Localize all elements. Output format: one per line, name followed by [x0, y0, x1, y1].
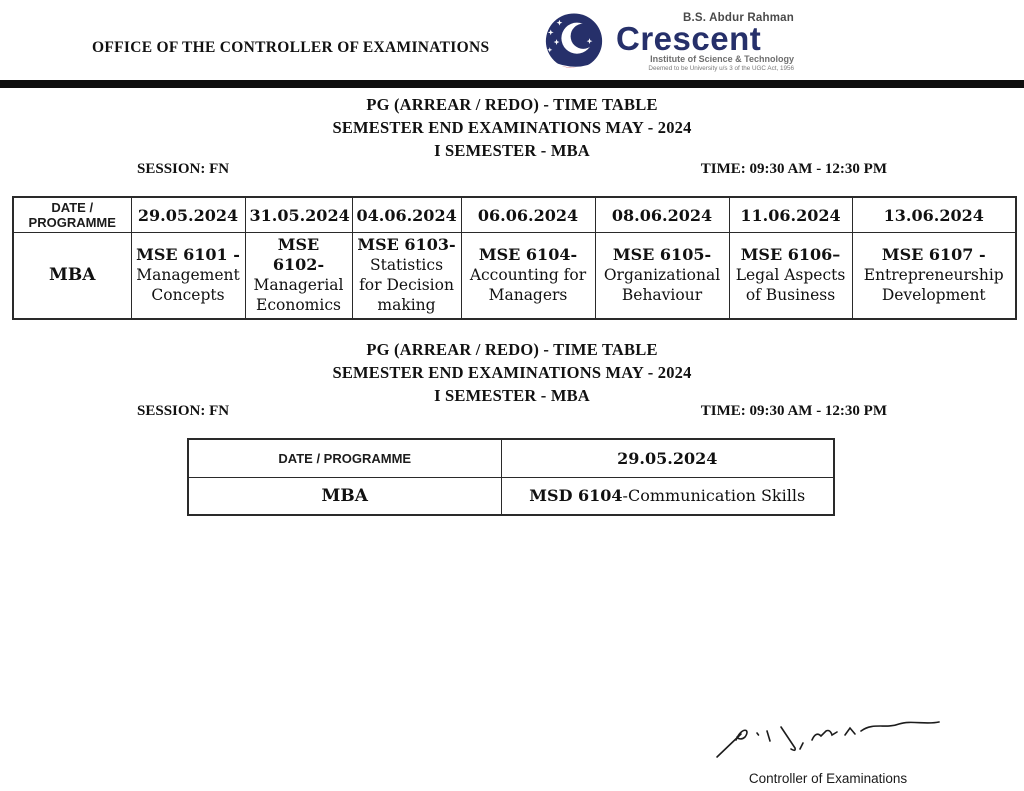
subject-name: Managerial Economics	[253, 276, 344, 315]
controller-of-examinations-label: Controller of Examinations	[748, 771, 908, 786]
title-line2: SEMESTER END EXAMINATIONS MAY - 2024	[332, 362, 692, 382]
subject-name: Management Concepts	[136, 266, 240, 305]
subject-cell	[501, 477, 834, 515]
date-header: 29.05.2024	[131, 197, 245, 233]
redo-timetable-table	[187, 438, 835, 516]
subject-name: Legal Aspects of Business	[735, 266, 846, 305]
date-header: 13.06.2024	[852, 197, 1016, 233]
subject-cell	[852, 233, 1016, 319]
section1-session-row	[0, 161, 1024, 179]
logo-text	[616, 12, 794, 72]
header-divider-bar	[0, 80, 1024, 88]
subject-code: MSE 6103-	[357, 235, 456, 255]
subject-code: MSE 6107 -	[881, 245, 986, 265]
date-programme-header: DATE / PROGRAMME	[188, 439, 501, 477]
date-header: 06.06.2024	[461, 197, 595, 233]
title-line3: I SEMESTER - MBA	[434, 386, 590, 405]
title-line3: I SEMESTER - MBA	[434, 141, 590, 160]
logo-affiliation: B.S. Abdur Rahman	[683, 12, 794, 24]
subject-code: MSE 6105-	[612, 245, 712, 265]
programme-cell: MBA	[188, 477, 501, 515]
logo-brand: Crescent	[616, 20, 762, 57]
table-row	[188, 477, 834, 515]
title-line1: PG (ARREAR / REDO) - TIME TABLE	[366, 340, 658, 359]
signature-block	[703, 710, 953, 768]
exam-timetable-table	[12, 196, 1017, 320]
subject-code: MSE 6101 -	[136, 245, 240, 265]
section2-session-row	[0, 403, 1024, 421]
date-header: 11.06.2024	[729, 197, 852, 233]
session-label: SESSION: FN	[137, 161, 230, 177]
subject-cell	[595, 233, 729, 319]
logo-tagline: Deemed to be University u/s 3 of the UGC Act, 1956	[648, 65, 794, 72]
date-header: 04.06.2024	[352, 197, 461, 233]
subject-cell	[729, 233, 852, 319]
subject-name: Organizational Behaviour	[603, 266, 721, 305]
date-header: 31.05.2024	[245, 197, 352, 233]
section1-titles	[0, 94, 1024, 163]
logo-subtitle: Institute of Science & Technology	[650, 54, 794, 64]
subject-code: MSE 6102-	[272, 235, 325, 275]
time-label: TIME: 09:30 AM - 12:30 PM	[700, 403, 887, 419]
table-header-row	[13, 197, 1016, 233]
signature-icon	[711, 710, 946, 768]
date-header: 29.05.2024	[501, 439, 834, 477]
subject-name: Accounting for Managers	[469, 266, 587, 305]
subject-code: MSE 6106–	[740, 245, 841, 265]
time-label: TIME: 09:30 AM - 12:30 PM	[700, 161, 887, 177]
subject-code: MSD 6104	[529, 486, 623, 506]
session-label: SESSION: FN	[137, 403, 230, 419]
subject-cell	[352, 233, 461, 319]
date-header: 08.06.2024	[595, 197, 729, 233]
crescent-moon-icon	[534, 12, 614, 76]
subject-name: Entrepreneurship Development	[863, 266, 1004, 305]
title-line1: PG (ARREAR / REDO) - TIME TABLE	[366, 95, 658, 114]
section2-titles	[0, 339, 1024, 408]
subject-cell	[131, 233, 245, 319]
date-programme-header: DATE / PROGRAMME	[13, 197, 131, 233]
subject-code: MSE 6104-	[478, 245, 578, 265]
subject-cell	[461, 233, 595, 319]
table-row	[13, 233, 1016, 319]
office-title: OFFICE OF THE CONTROLLER OF EXAMINATIONS	[92, 39, 490, 56]
title-line2: SEMESTER END EXAMINATIONS MAY - 2024	[332, 117, 692, 137]
programme-cell: MBA	[13, 233, 131, 319]
subject-name: Statistics for Decision making	[359, 256, 454, 315]
subject-cell	[245, 233, 352, 319]
crescent-logo	[534, 12, 794, 76]
table-header-row	[188, 439, 834, 477]
subject-name: -Communication Skills	[622, 486, 806, 506]
